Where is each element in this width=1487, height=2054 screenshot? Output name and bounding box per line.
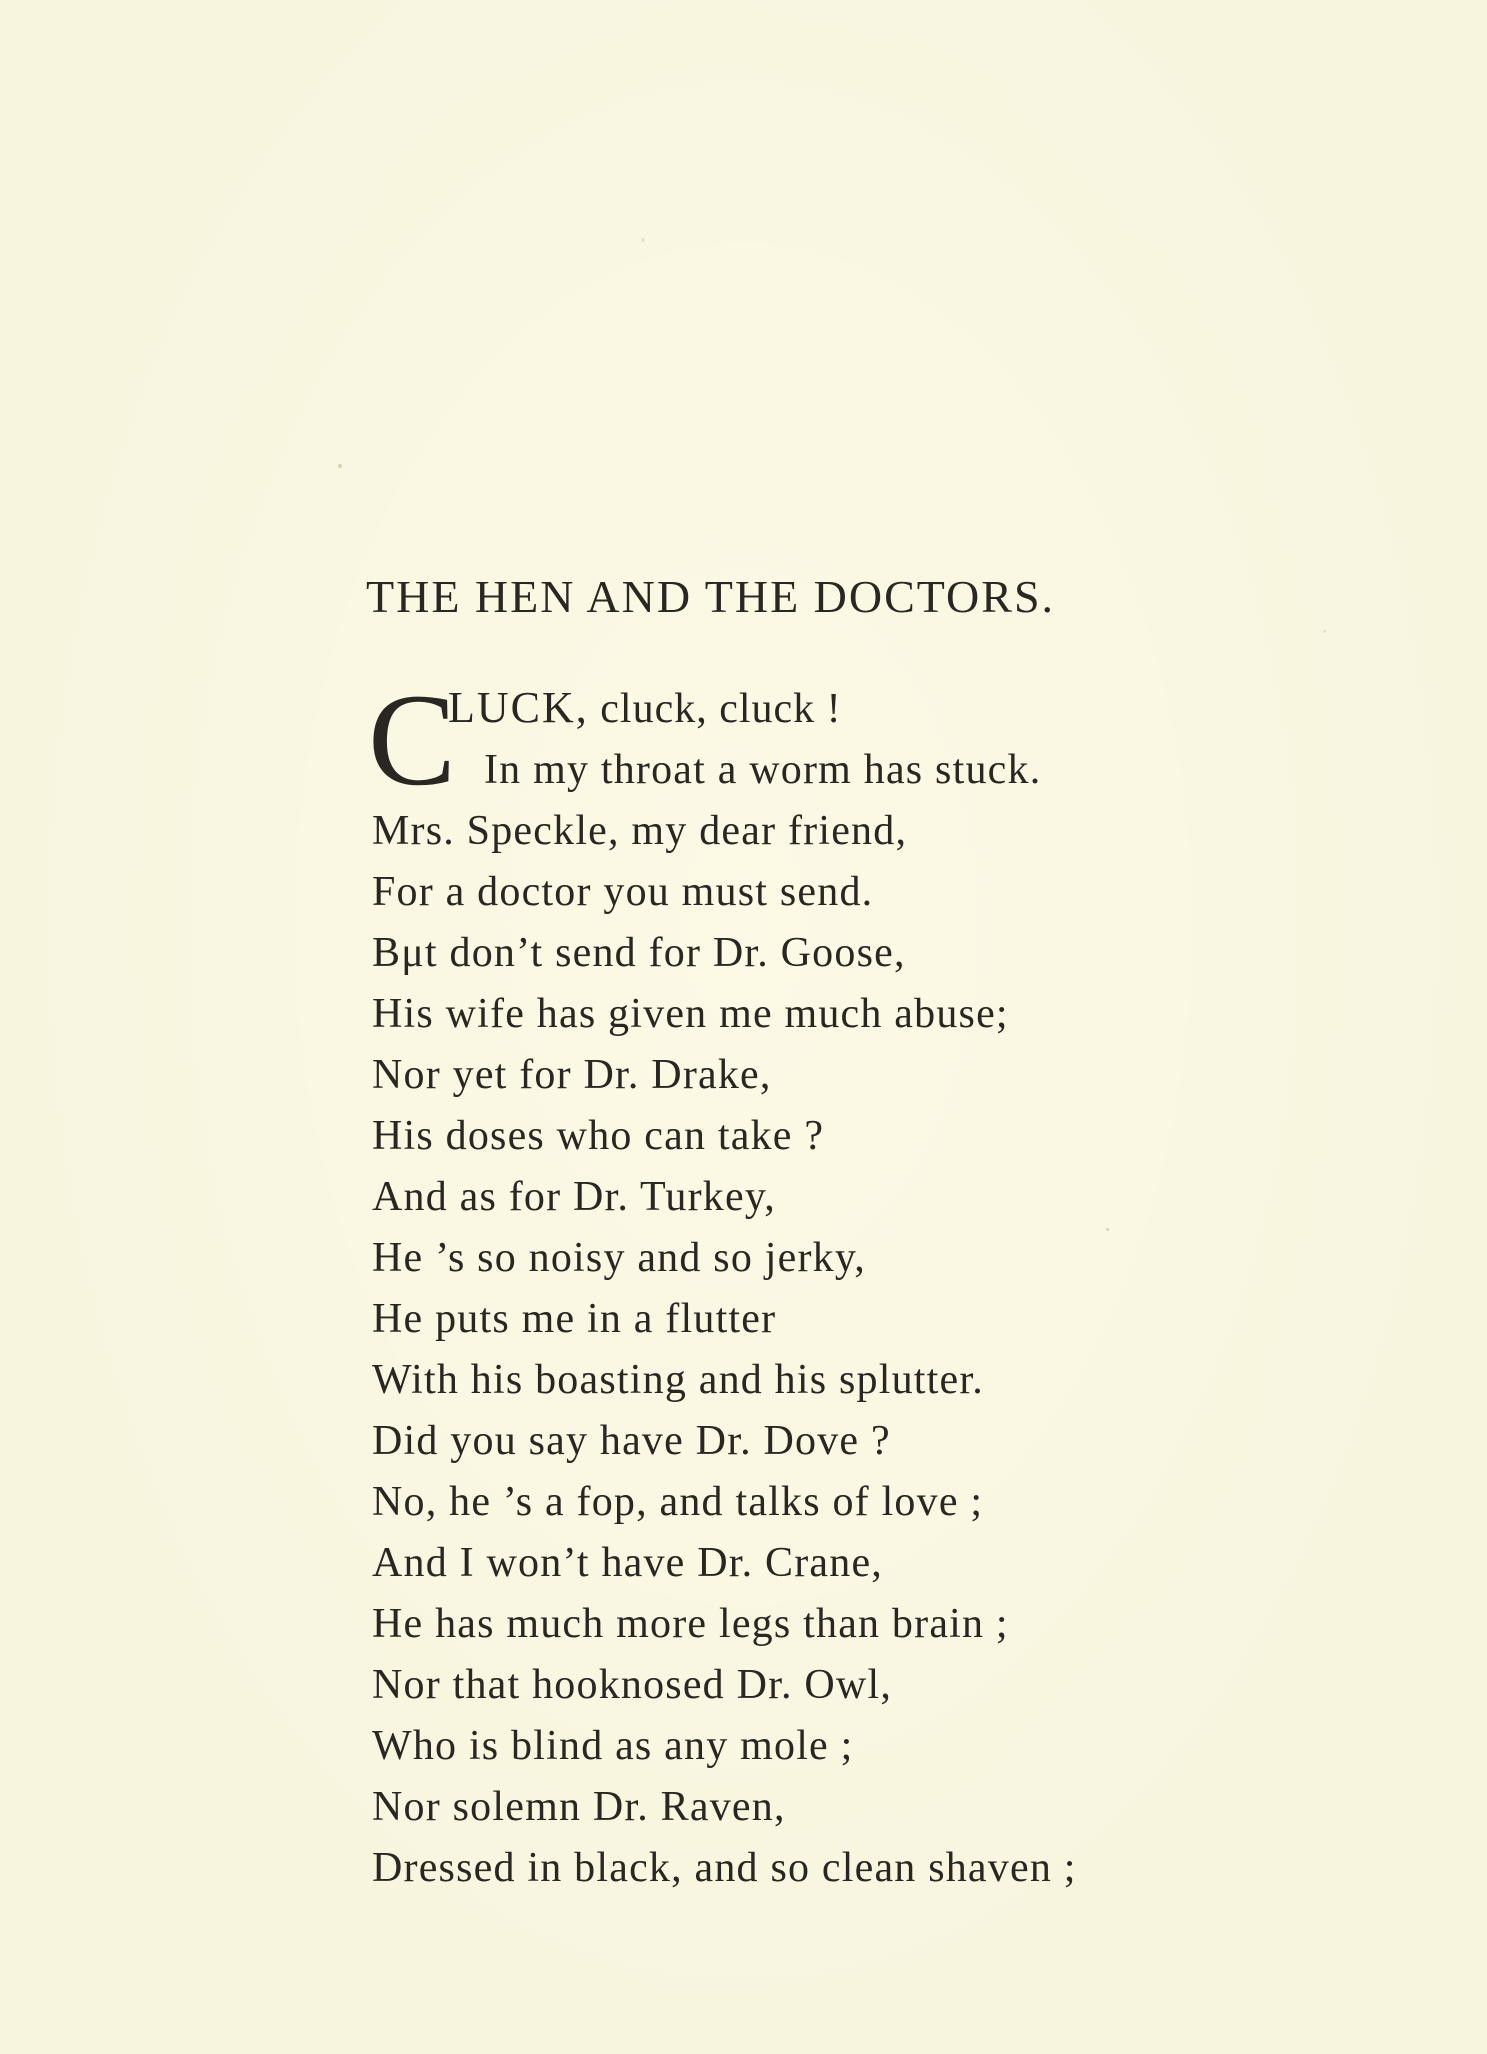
paper-speck: [338, 464, 342, 468]
poem-line: And I won’t have Dr. Crane,: [372, 1540, 884, 1586]
poem-line: Who is blind as any mole ;: [372, 1723, 854, 1769]
paper-speck: [1323, 630, 1326, 633]
poem-line: For a doctor you must send.: [372, 869, 874, 915]
paper-speck: [1106, 1228, 1109, 1231]
poem-line: Nor that hooknosed Dr. Owl,: [372, 1662, 893, 1708]
poem-line: He ’s so noisy and so jerky,: [372, 1235, 867, 1281]
poem-line: His wife has given me much abuse;: [372, 991, 1009, 1037]
poem-line: Dressed in black, and so clean shaven ;: [372, 1845, 1077, 1891]
poem-line: In my throat a worm has stuck.: [484, 747, 1042, 793]
poem-title: THE HEN AND THE DOCTORS.: [366, 571, 1056, 622]
paper-speck: [641, 238, 645, 242]
poem-line: He puts me in a flutter: [372, 1296, 777, 1342]
drop-cap: C: [368, 666, 457, 813]
poem-line: Did you say have Dr. Dove ?: [372, 1418, 891, 1464]
poem-line: And as for Dr. Turkey,: [372, 1174, 777, 1220]
poem-line: His doses who can take ?: [372, 1113, 825, 1159]
poem-line: No, he ’s a fop, and talks of love ;: [372, 1479, 984, 1525]
first-line-rest: cluck, cluck !: [588, 686, 842, 732]
poem-line: Nor solemn Dr. Raven,: [372, 1784, 786, 1830]
poem-line: He has much more legs than brain ;: [372, 1601, 1009, 1647]
first-word-caps: LUCK,: [448, 683, 589, 732]
poem-line: Mrs. Speckle, my dear friend,: [372, 808, 908, 854]
poem-line: With his boasting and his splutter.: [372, 1357, 984, 1403]
poem-line: Nor yet for Dr. Drake,: [372, 1052, 772, 1098]
poem-line-1: [448, 683, 842, 732]
poem-line: Bμt don’t send for Dr. Goose,: [372, 930, 906, 976]
